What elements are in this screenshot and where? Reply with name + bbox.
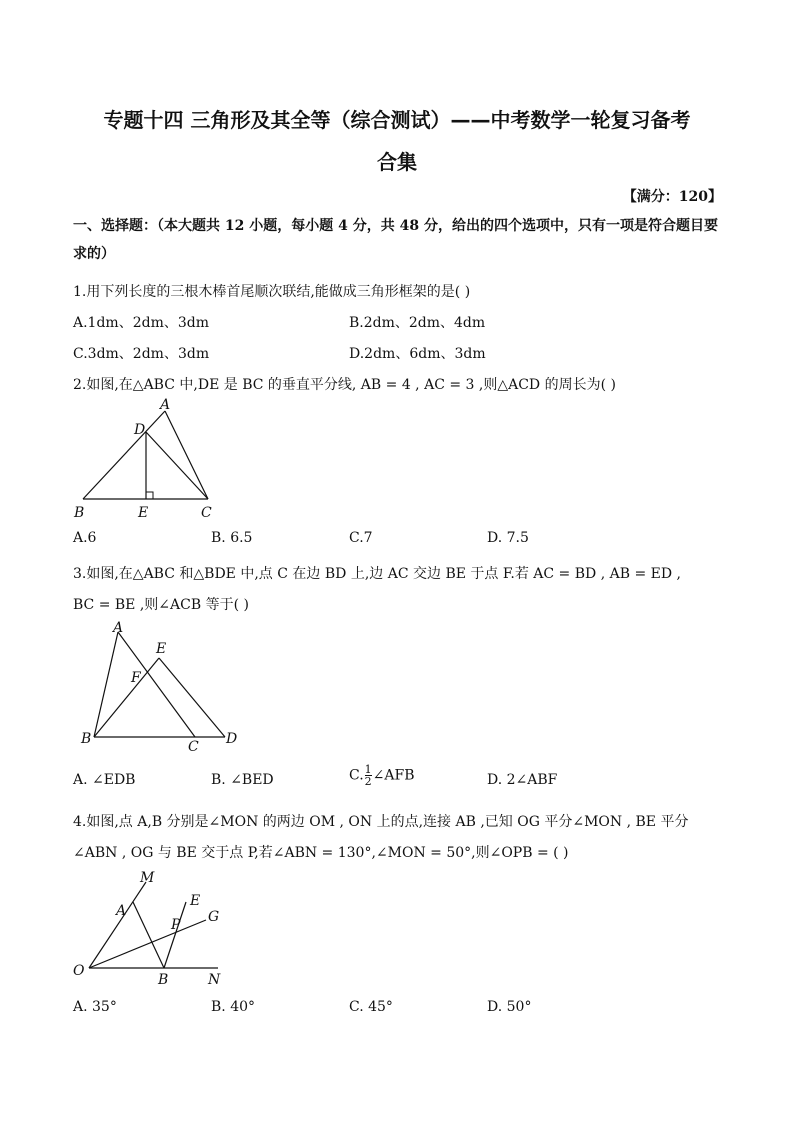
q1-option-b: B.2dm、2dm、4dm: [349, 315, 486, 331]
one-half-fraction: [365, 764, 372, 787]
q2-label-c: C: [201, 505, 212, 521]
q1-option-a: A.1dm、2dm、3dm: [73, 315, 209, 331]
fraction-numerator: 1: [364, 763, 372, 776]
full-score-label: 【满分：120】: [622, 189, 722, 205]
q4-label-b: B: [158, 972, 169, 988]
q4-option-a: A. 35°: [73, 999, 117, 1015]
q4-label-a: A: [116, 903, 127, 919]
q1-option-d: D.2dm、6dm、3dm: [349, 346, 486, 362]
q3-label-e: E: [156, 641, 167, 657]
q4-option-c: C. 45°: [349, 999, 393, 1015]
q2-label-a: A: [160, 397, 171, 413]
q4-option-b: B. 40°: [211, 999, 256, 1015]
q2-label-d: D: [134, 422, 146, 438]
section-header: 一、选择题：（本大题共 12 小题，每小题 4 分，共 48 分，给出的四个选项中，只有一项是符合题目要求的）: [73, 218, 718, 262]
q3-label-f: F: [131, 670, 141, 686]
question-3-line2: BC = BE ,则∠ACB 等于( ): [73, 597, 249, 613]
q3-option-a: A. ∠EDB: [73, 772, 136, 788]
q2-option-d: D. 7.5: [487, 530, 529, 546]
q4-label-g: G: [208, 909, 220, 925]
q2-triangle-figure: [70, 395, 230, 525]
q3-option-d: D. 2∠ABF: [487, 772, 558, 788]
q3-option-c: [349, 764, 415, 787]
q4-label-o: O: [73, 963, 85, 979]
q2-option-b: B. 6.5: [211, 530, 253, 546]
q3-label-d: D: [226, 731, 238, 747]
q2-label-e: E: [138, 505, 149, 521]
q3-label-a: A: [113, 620, 124, 636]
question-3-line1: 3.如图,在△ABC 和△BDE 中,点 C 在边 BD 上,边 AC 交边 BE 于点 F.若 AC = BD , AB = ED ,: [73, 566, 681, 582]
q3-option-c-prefix: C.: [349, 767, 364, 784]
document-title-line1: 专题十四 三角形及其全等（综合测试）——中考数学一轮复习备考: [103, 108, 691, 132]
question-4-line2: ∠ABN , OG 与 BE 交于点 P,若∠ABN = 130°,∠MON = 50°,则∠OPB = ( ): [73, 845, 569, 861]
document-title-line2: 合集: [377, 150, 417, 174]
question-1-text: 1.用下列长度的三根木棒首尾顺次联结,能做成三角形框架的是( ): [73, 284, 471, 300]
q3-label-c: C: [188, 739, 199, 755]
q4-label-p: P: [171, 917, 181, 933]
q4-label-e: E: [190, 893, 201, 909]
q2-option-a: A.6: [73, 530, 97, 546]
q2-label-b: B: [74, 505, 85, 521]
question-4-line1: 4.如图,点 A,B 分别是∠MON 的两边 OM , ON 上的点,连接 AB ,已知 OG 平分∠MON , BE 平分: [73, 814, 689, 830]
q4-option-d: D. 50°: [487, 999, 532, 1015]
q2-option-c: C.7: [349, 530, 373, 546]
q3-option-c-angle: ∠AFB: [372, 767, 415, 784]
q3-option-b: B. ∠BED: [211, 772, 274, 788]
q1-option-c: C.3dm、2dm、3dm: [73, 346, 210, 362]
q4-label-n: N: [208, 972, 221, 988]
question-2-text: 2.如图,在△ABC 中,DE 是 BC 的垂直平分线, AB = 4 , AC = 3 ,则△ACD 的周长为( ): [73, 377, 616, 393]
fraction-denominator: 2: [364, 775, 372, 788]
q3-label-b: B: [81, 731, 92, 747]
q4-label-m: M: [140, 870, 155, 886]
q3-triangles-figure: [75, 618, 250, 758]
q4-angle-figure: [70, 862, 240, 992]
